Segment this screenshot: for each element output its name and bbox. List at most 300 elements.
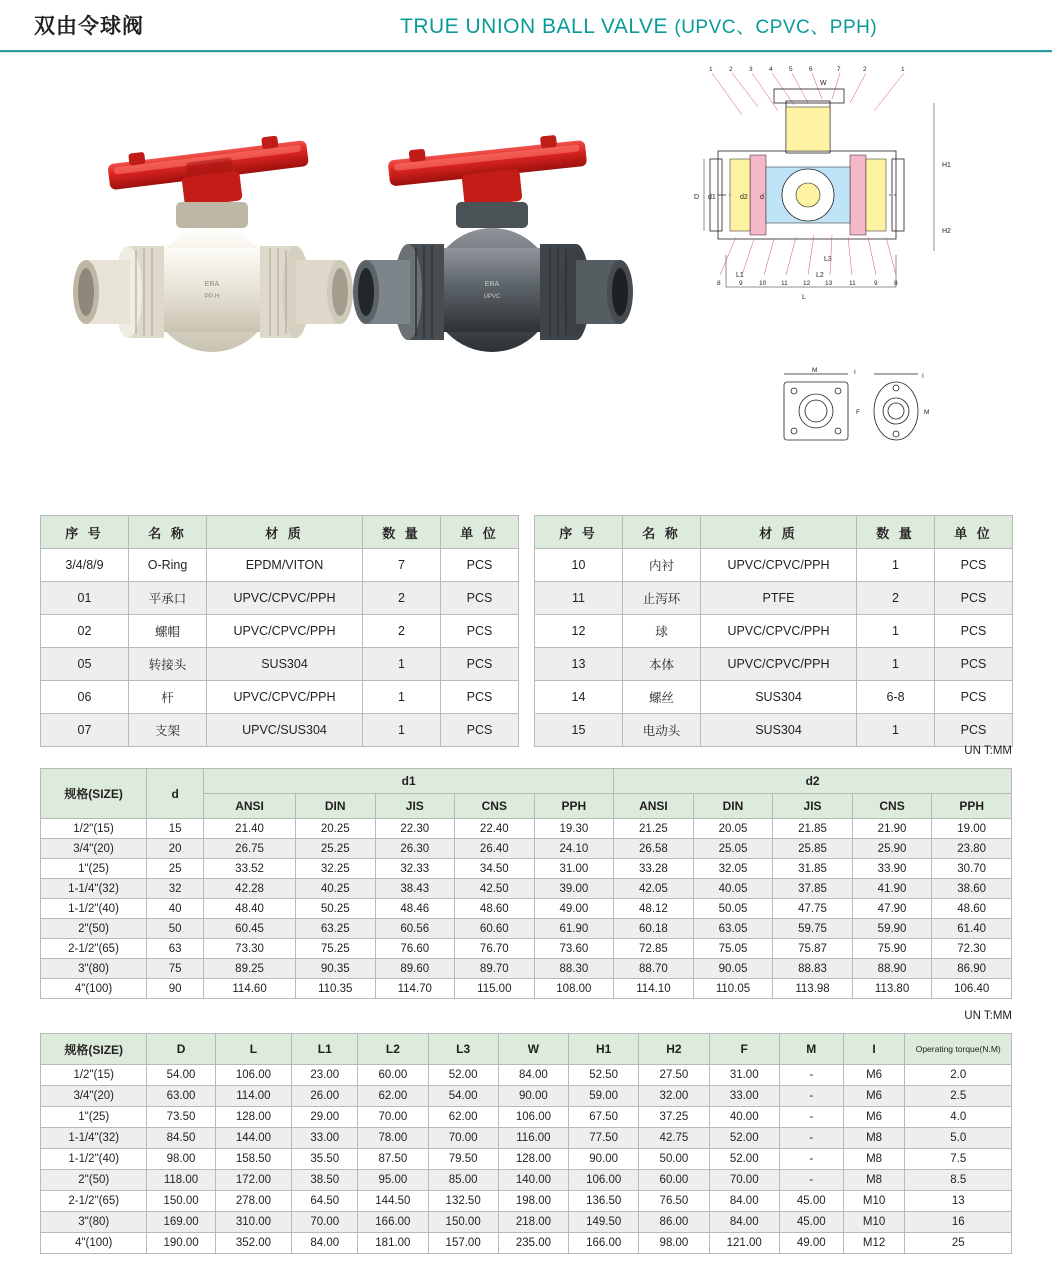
cell-M: - <box>779 1128 843 1149</box>
cell-d1-din: 63.25 <box>295 919 375 939</box>
cell-L3: 70.00 <box>428 1128 498 1149</box>
cell-qty: 2 <box>363 615 441 648</box>
cell-size: 3"(80) <box>41 1212 147 1233</box>
cell-d2-din: 75.05 <box>693 939 773 959</box>
cell-d2-din: 20.05 <box>693 819 773 839</box>
cell-H1: 77.50 <box>569 1128 639 1149</box>
col-H1: H1 <box>569 1034 639 1065</box>
cell-d1-jis: 114.70 <box>375 979 455 999</box>
col-d1-pph: PPH <box>534 794 614 819</box>
cell-L1: 29.00 <box>292 1107 358 1128</box>
cell-qty: 2 <box>363 582 441 615</box>
cell-I: M8 <box>843 1128 905 1149</box>
svg-text:4: 4 <box>769 66 773 73</box>
cell-F: 121.00 <box>709 1233 779 1254</box>
cell-no: 12 <box>535 615 623 648</box>
cell-size: 3/4"(20) <box>41 839 147 859</box>
col-group-d2: d2 <box>614 769 1012 794</box>
cell-size: 3/4"(20) <box>41 1086 147 1107</box>
svg-text:L: L <box>802 294 806 301</box>
cell-name: 本体 <box>623 648 701 681</box>
svg-text:9: 9 <box>874 280 878 287</box>
cell-I: M6 <box>843 1107 905 1128</box>
cell-D: 98.00 <box>147 1149 215 1170</box>
cell-no: 02 <box>41 615 129 648</box>
cell-H1: 136.50 <box>569 1191 639 1212</box>
cell-d2-ansi: 26.58 <box>614 839 694 859</box>
cell-L3: 132.50 <box>428 1191 498 1212</box>
cell-d1-pph: 24.10 <box>534 839 614 859</box>
cell-size: 1-1/2"(40) <box>41 1149 147 1170</box>
cell-size: 2-1/2"(65) <box>41 1191 147 1212</box>
cell-W: 235.00 <box>498 1233 568 1254</box>
cell-unit: PCS <box>441 648 519 681</box>
cell-size: 3"(80) <box>41 959 147 979</box>
cell-L2: 87.50 <box>358 1149 428 1170</box>
col-d2-ansi: ANSI <box>614 794 694 819</box>
cell-unit: PCS <box>441 615 519 648</box>
table-row <box>41 1086 1012 1107</box>
cell-F: 52.00 <box>709 1128 779 1149</box>
table-header-row-1 <box>41 769 1012 794</box>
cell-material: SUS304 <box>207 648 363 681</box>
cell-W: 218.00 <box>498 1212 568 1233</box>
cell-d2-cns: 41.90 <box>852 879 932 899</box>
cell-d2-jis: 37.85 <box>773 879 853 899</box>
cell-W: 198.00 <box>498 1191 568 1212</box>
units-note-1: UN T:MM <box>964 745 1012 757</box>
cell-d2-ansi: 88.70 <box>614 959 694 979</box>
cell-d1-cns: 115.00 <box>455 979 535 999</box>
cell-d2-cns: 88.90 <box>852 959 932 979</box>
cell-I: M12 <box>843 1233 905 1254</box>
col-d1-jis: JIS <box>375 794 455 819</box>
svg-text:1: 1 <box>709 66 713 73</box>
cell-d1-jis: 76.60 <box>375 939 455 959</box>
cell-no: 01 <box>41 582 129 615</box>
col-material: 材 质 <box>701 516 857 549</box>
cell-unit: PCS <box>935 615 1013 648</box>
parts-table-left <box>40 515 519 747</box>
cell-material: SUS304 <box>701 681 857 714</box>
cell-name: 转接头 <box>129 648 207 681</box>
cell-d1-ansi: 42.28 <box>204 879 296 899</box>
cell-L: 144.00 <box>215 1128 292 1149</box>
cell-W: 84.00 <box>498 1065 568 1086</box>
svg-text:UPVC: UPVC <box>483 294 501 300</box>
col-H2: H2 <box>639 1034 709 1065</box>
cell-d1-jis: 22.30 <box>375 819 455 839</box>
cell-d2-ansi: 21.25 <box>614 819 694 839</box>
cell-d2-pph: 61.40 <box>932 919 1012 939</box>
cell-d2-jis: 75.87 <box>773 939 853 959</box>
cell-d: 32 <box>147 879 204 899</box>
table-row <box>535 582 1013 615</box>
cell-name: 支架 <box>129 714 207 747</box>
table-header-row <box>41 1034 1012 1065</box>
svg-text:I: I <box>922 373 924 380</box>
col-L3: L3 <box>428 1034 498 1065</box>
cell-d2-din: 25.05 <box>693 839 773 859</box>
cell-qty: 7 <box>363 549 441 582</box>
cell-size: 4"(100) <box>41 979 147 999</box>
cell-L: 128.00 <box>215 1107 292 1128</box>
table-row <box>41 1128 1012 1149</box>
cell-I: M10 <box>843 1212 905 1233</box>
cell-qty: 1 <box>857 549 935 582</box>
cell-L: 106.00 <box>215 1065 292 1086</box>
valve-photo-beige <box>70 120 370 380</box>
svg-text:L1: L1 <box>736 272 744 279</box>
cell-d2-din: 63.05 <box>693 919 773 939</box>
dimension-table-d1-d2 <box>40 768 1012 999</box>
cell-L3: 79.50 <box>428 1149 498 1170</box>
cell-F: 84.00 <box>709 1191 779 1212</box>
cell-torque: 5.0 <box>905 1128 1012 1149</box>
cell-d1-din: 20.25 <box>295 819 375 839</box>
svg-text:M: M <box>812 367 818 374</box>
cell-material: UPVC/CPVC/PPH <box>701 549 857 582</box>
cell-d2-cns: 21.90 <box>852 819 932 839</box>
cell-d2-pph: 86.90 <box>932 959 1012 979</box>
cell-d1-pph: 49.00 <box>534 899 614 919</box>
cell-d2-ansi: 72.85 <box>614 939 694 959</box>
cell-qty: 1 <box>363 681 441 714</box>
cell-H1: 59.00 <box>569 1086 639 1107</box>
cell-d2-din: 40.05 <box>693 879 773 899</box>
cell-d2-cns: 47.90 <box>852 899 932 919</box>
cell-F: 70.00 <box>709 1170 779 1191</box>
cell-no: 15 <box>535 714 623 747</box>
cell-W: 106.00 <box>498 1107 568 1128</box>
cell-no: 11 <box>535 582 623 615</box>
col-name: 名 称 <box>129 516 207 549</box>
col-d2-pph: PPH <box>932 794 1012 819</box>
cell-d2-cns: 75.90 <box>852 939 932 959</box>
cell-D: 150.00 <box>147 1191 215 1212</box>
cell-D: 63.00 <box>147 1086 215 1107</box>
cell-M: - <box>779 1149 843 1170</box>
cell-L3: 54.00 <box>428 1086 498 1107</box>
cell-material: SUS304 <box>701 714 857 747</box>
cell-L2: 144.50 <box>358 1191 428 1212</box>
cell-material: UPVC/SUS304 <box>207 714 363 747</box>
table-header-row <box>41 516 519 549</box>
cell-d2-pph: 23.80 <box>932 839 1012 859</box>
svg-text:1: 1 <box>901 66 905 73</box>
table-row <box>41 959 1012 979</box>
svg-text:2: 2 <box>729 66 733 73</box>
svg-text:ERA: ERA <box>204 281 220 288</box>
cell-name: 螺帽 <box>129 615 207 648</box>
cell-material: PTFE <box>701 582 857 615</box>
cell-I: M8 <box>843 1170 905 1191</box>
cell-D: 54.00 <box>147 1065 215 1086</box>
cell-unit: PCS <box>935 648 1013 681</box>
col-d: d <box>147 769 204 819</box>
svg-text:2: 2 <box>863 66 867 73</box>
cell-F: 40.00 <box>709 1107 779 1128</box>
cell-d1-jis: 60.56 <box>375 919 455 939</box>
cell-qty: 1 <box>363 648 441 681</box>
cell-W: 128.00 <box>498 1149 568 1170</box>
cell-torque: 2.0 <box>905 1065 1012 1086</box>
cell-size: 2"(50) <box>41 1170 147 1191</box>
cell-d1-cns: 42.50 <box>455 879 535 899</box>
col-d2-din: DIN <box>693 794 773 819</box>
cell-material: UPVC/CPVC/PPH <box>207 615 363 648</box>
svg-text:9: 9 <box>739 280 743 287</box>
valve-photo-gray <box>350 120 650 380</box>
table-row <box>41 1107 1012 1128</box>
col-qty: 数 量 <box>363 516 441 549</box>
cell-L2: 62.00 <box>358 1086 428 1107</box>
cell-H1: 52.50 <box>569 1065 639 1086</box>
cell-H2: 60.00 <box>639 1170 709 1191</box>
cell-F: 52.00 <box>709 1149 779 1170</box>
cell-d1-cns: 48.60 <box>455 899 535 919</box>
cell-I: M10 <box>843 1191 905 1212</box>
cell-L1: 64.50 <box>292 1191 358 1212</box>
header-divider <box>0 50 1052 52</box>
cell-W: 116.00 <box>498 1128 568 1149</box>
table-row <box>535 681 1013 714</box>
cell-material: UPVC/CPVC/PPH <box>207 582 363 615</box>
cell-d2-pph: 30.70 <box>932 859 1012 879</box>
cell-H2: 50.00 <box>639 1149 709 1170</box>
cell-d2-ansi: 114.10 <box>614 979 694 999</box>
cell-d: 75 <box>147 959 204 979</box>
cell-size: 1"(25) <box>41 1107 147 1128</box>
cell-I: M6 <box>843 1086 905 1107</box>
svg-text:PP-H: PP-H <box>204 294 220 300</box>
cell-torque: 25 <box>905 1233 1012 1254</box>
cell-d2-ansi: 33.28 <box>614 859 694 879</box>
cell-d1-pph: 31.00 <box>534 859 614 879</box>
svg-text:10: 10 <box>759 280 767 287</box>
cell-M: - <box>779 1170 843 1191</box>
cell-d2-pph: 19.00 <box>932 819 1012 839</box>
cell-L2: 166.00 <box>358 1212 428 1233</box>
col-d2-jis: JIS <box>773 794 853 819</box>
cell-M: 45.00 <box>779 1212 843 1233</box>
cell-d1-ansi: 33.52 <box>204 859 296 879</box>
cell-L1: 33.00 <box>292 1128 358 1149</box>
cell-no: 06 <box>41 681 129 714</box>
valve-section-drawing <box>690 55 1020 345</box>
cell-qty: 1 <box>363 714 441 747</box>
cell-d2-ansi: 42.05 <box>614 879 694 899</box>
cell-qty: 2 <box>857 582 935 615</box>
cell-d1-pph: 19.30 <box>534 819 614 839</box>
cell-d1-cns: 22.40 <box>455 819 535 839</box>
col-D: D <box>147 1034 215 1065</box>
cell-material: UPVC/CPVC/PPH <box>207 681 363 714</box>
cell-L3: 150.00 <box>428 1212 498 1233</box>
flange-detail-drawing <box>770 360 950 470</box>
cell-L: 310.00 <box>215 1212 292 1233</box>
cell-d1-ansi: 89.25 <box>204 959 296 979</box>
svg-text:D: D <box>694 194 700 201</box>
cell-D: 84.50 <box>147 1128 215 1149</box>
col-operating-torque: Operating torque(N.M) <box>905 1034 1012 1065</box>
cell-d1-ansi: 26.75 <box>204 839 296 859</box>
svg-text:7: 7 <box>837 66 841 73</box>
svg-text:d: d <box>760 194 764 201</box>
table-row <box>41 919 1012 939</box>
svg-text:12: 12 <box>803 280 811 287</box>
table-row <box>535 549 1013 582</box>
cell-L1: 26.00 <box>292 1086 358 1107</box>
cell-unit: PCS <box>935 714 1013 747</box>
cell-L1: 38.50 <box>292 1170 358 1191</box>
col-M: M <box>779 1034 843 1065</box>
cell-d2-din: 50.05 <box>693 899 773 919</box>
table-row <box>41 1233 1012 1254</box>
cell-unit: PCS <box>441 681 519 714</box>
table-row <box>41 615 519 648</box>
cell-d2-pph: 106.40 <box>932 979 1012 999</box>
cell-H2: 86.00 <box>639 1212 709 1233</box>
cell-D: 118.00 <box>147 1170 215 1191</box>
svg-text:H1: H1 <box>942 162 951 169</box>
svg-text:d2: d2 <box>740 194 748 201</box>
product-photos <box>40 80 660 380</box>
cell-unit: PCS <box>441 549 519 582</box>
cell-d2-din: 110.05 <box>693 979 773 999</box>
cell-no: 07 <box>41 714 129 747</box>
svg-text:H2: H2 <box>942 228 951 235</box>
cell-unit: PCS <box>935 549 1013 582</box>
cell-d: 90 <box>147 979 204 999</box>
cell-d2-cns: 59.90 <box>852 919 932 939</box>
cell-name: 球 <box>623 615 701 648</box>
cell-d1-din: 32.25 <box>295 859 375 879</box>
cell-d2-jis: 21.85 <box>773 819 853 839</box>
table-header-row <box>535 516 1013 549</box>
svg-text:11: 11 <box>849 280 856 287</box>
col-d1-ansi: ANSI <box>204 794 296 819</box>
col-L1: L1 <box>292 1034 358 1065</box>
cell-d1-ansi: 48.40 <box>204 899 296 919</box>
cell-d1-din: 75.25 <box>295 939 375 959</box>
table-row <box>41 879 1012 899</box>
col-size: 规格(SIZE) <box>41 1034 147 1065</box>
units-note-2: UN T:MM <box>964 1010 1012 1022</box>
cell-unit: PCS <box>935 681 1013 714</box>
cell-qty: 6-8 <box>857 681 935 714</box>
cell-d2-cns: 25.90 <box>852 839 932 859</box>
cell-L: 172.00 <box>215 1170 292 1191</box>
col-d1-din: DIN <box>295 794 375 819</box>
cell-d2-jis: 25.85 <box>773 839 853 859</box>
cell-d: 50 <box>147 919 204 939</box>
cell-d2-jis: 59.75 <box>773 919 853 939</box>
cell-d2-cns: 33.90 <box>852 859 932 879</box>
cell-L2: 181.00 <box>358 1233 428 1254</box>
table-row <box>41 819 1012 839</box>
table-row <box>41 939 1012 959</box>
cell-no: 10 <box>535 549 623 582</box>
cell-L1: 35.50 <box>292 1149 358 1170</box>
svg-text:11: 11 <box>781 280 788 287</box>
cell-name: 止泻环 <box>623 582 701 615</box>
cell-d1-jis: 89.60 <box>375 959 455 979</box>
cell-no: 3/4/8/9 <box>41 549 129 582</box>
cell-material: UPVC/CPVC/PPH <box>701 615 857 648</box>
cell-d: 25 <box>147 859 204 879</box>
cell-D: 169.00 <box>147 1212 215 1233</box>
cell-d2-pph: 72.30 <box>932 939 1012 959</box>
svg-text:I: I <box>854 369 856 376</box>
cell-M: 49.00 <box>779 1233 843 1254</box>
cell-H2: 32.00 <box>639 1086 709 1107</box>
cell-L2: 95.00 <box>358 1170 428 1191</box>
table-row <box>41 648 519 681</box>
svg-text:L3: L3 <box>824 256 832 263</box>
cell-size: 1/2"(15) <box>41 819 147 839</box>
table-row <box>41 582 519 615</box>
col-material: 材 质 <box>207 516 363 549</box>
cell-L1: 23.00 <box>292 1065 358 1086</box>
svg-text:8: 8 <box>894 280 898 287</box>
cell-H1: 166.00 <box>569 1233 639 1254</box>
cell-name: 杆 <box>129 681 207 714</box>
col-no: 序 号 <box>535 516 623 549</box>
cell-d1-din: 25.25 <box>295 839 375 859</box>
svg-text:F: F <box>856 409 860 416</box>
cell-d2-din: 90.05 <box>693 959 773 979</box>
table-row <box>535 714 1013 747</box>
col-qty: 数 量 <box>857 516 935 549</box>
svg-text:13: 13 <box>825 280 833 287</box>
english-title-main: TRUE UNION BALL VALVE <box>400 15 669 38</box>
cell-d1-din: 50.25 <box>295 899 375 919</box>
cell-d1-cns: 89.70 <box>455 959 535 979</box>
table-row <box>41 839 1012 859</box>
cell-d1-jis: 38.43 <box>375 879 455 899</box>
cell-d2-pph: 38.60 <box>932 879 1012 899</box>
cell-L3: 52.00 <box>428 1065 498 1086</box>
cell-I: M8 <box>843 1149 905 1170</box>
col-d1-cns: CNS <box>455 794 535 819</box>
col-no: 序 号 <box>41 516 129 549</box>
cell-no: 14 <box>535 681 623 714</box>
cell-qty: 1 <box>857 714 935 747</box>
cell-unit: PCS <box>441 714 519 747</box>
cell-L3: 62.00 <box>428 1107 498 1128</box>
svg-text:L2: L2 <box>816 272 824 279</box>
col-name: 名 称 <box>623 516 701 549</box>
english-title-sub: (UPVC、CPVC、PPH) <box>674 17 878 38</box>
cell-d2-jis: 113.98 <box>773 979 853 999</box>
cell-qty: 1 <box>857 648 935 681</box>
table-row <box>41 859 1012 879</box>
table-row <box>41 979 1012 999</box>
cell-torque: 13 <box>905 1191 1012 1212</box>
cell-material: UPVC/CPVC/PPH <box>701 648 857 681</box>
cell-d1-ansi: 60.45 <box>204 919 296 939</box>
cell-d: 15 <box>147 819 204 839</box>
cell-W: 90.00 <box>498 1086 568 1107</box>
col-size: 规格(SIZE) <box>41 769 147 819</box>
cell-d2-jis: 31.85 <box>773 859 853 879</box>
cell-size: 2"(50) <box>41 919 147 939</box>
cell-d1-cns: 34.50 <box>455 859 535 879</box>
col-L: L <box>215 1034 292 1065</box>
svg-text:6: 6 <box>809 66 813 73</box>
cell-unit: PCS <box>441 582 519 615</box>
